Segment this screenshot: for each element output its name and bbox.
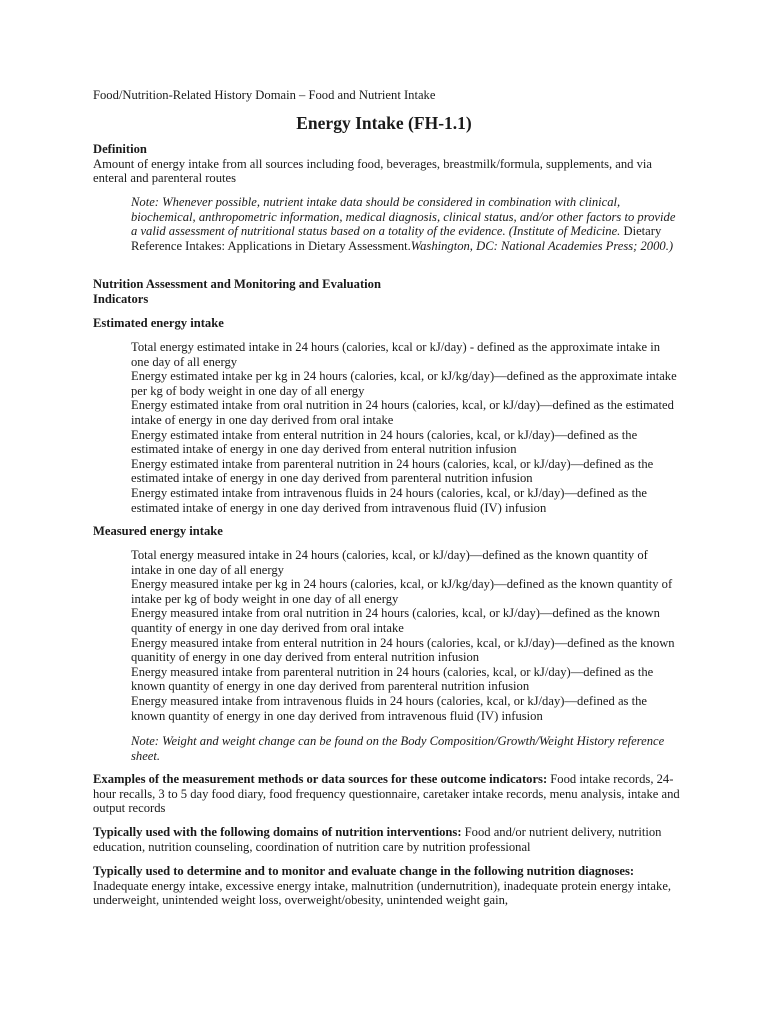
diagnoses-label: Typically used to determine and to monitor and evaluate change in the following nutrition diagnoses: <box>93 864 635 878</box>
interventions-paragraph <box>93 825 683 854</box>
evidence-note-upright: Dietary Reference Intakes: Applications in Dietary Assessment. <box>131 224 662 253</box>
list-item: Energy estimated intake per kg in 24 hours (calories, kcal, or kJ/kg/day)—defined as the approximate intake per kg of body weight in one day of all energy <box>131 369 677 398</box>
examples-paragraph <box>93 772 683 816</box>
indicators-heading-line1: Nutrition Assessment and Monitoring and Evaluation <box>93 277 381 291</box>
indicators-heading <box>93 277 683 306</box>
examples-label: Examples of the measurement methods or data sources for these outcome indicators: <box>93 772 548 786</box>
evidence-note-italic-a: Note: Whenever possible, nutrient intake data should be considered in combination with clinical, biochemical, anthropometric information, medical diagnosis, clinical status, and/or other factors to provide a valid assessment of nutritional status based on a totality of the evidence. (Institute of Medicine. <box>131 195 676 239</box>
definition-text: Amount of energy intake from all sources including food, beverages, breastmilk/formula, supplements, and via enteral and parenteral routes <box>93 156 652 186</box>
list-item: Energy measured intake from parenteral nutrition in 24 hours (calories, kcal, or kJ/day)—defined as the known quantity of energy in one day derived from parenteral nutrition infusion <box>131 664 654 694</box>
list-item: Energy estimated intake from parenteral nutrition in 24 hours (calories, kcal, or kJ/day)—defined as the estimated intake of energy in one day derived from parenteral nutrition infusion <box>131 456 654 486</box>
definition-section <box>93 142 683 186</box>
indicators-heading-line2: Indicators <box>93 291 149 306</box>
weight-note: Note: Weight and weight change can be found on the Body Composition/Growth/Weight History reference sheet. <box>131 734 665 763</box>
list-item: Energy estimated intake from intravenous fluids in 24 hours (calories, kcal, or kJ/day)—defined as the estimated intake of energy in one day derived from intravenous fluid (IV) infusion <box>131 485 647 515</box>
list-item: Energy estimated intake from enteral nutrition in 24 hours (calories, kcal, or kJ/day)—defined as the estimated intake of energy in one day derived from enteral nutrition infusion <box>131 427 638 457</box>
measured-heading: Measured energy intake <box>93 524 223 538</box>
list-item: Total energy measured intake in 24 hours (calories, kcal, or kJ/day)—defined as the known quantity of intake in one day of all energy <box>131 548 648 577</box>
list-item: Energy measured intake per kg in 24 hours (calories, kcal, or kJ/kg/day)—defined as the known quantity of intake per kg of body weight in one day of all energy <box>131 577 673 606</box>
diagnoses-text: Inadequate energy intake, excessive energy intake, malnutrition (undernutrition), inadequate protein energy intake, underweight, unintended weight loss, overweight/obesity, unintended weight gain, <box>93 878 672 908</box>
domain-header: Food/Nutrition-Related History Domain – Food and Nutrient Intake <box>93 88 436 102</box>
interventions-text: Food and/or nutrient delivery, nutrition education, nutrition counseling, coordination of nutrition care by nutrition professional <box>93 825 662 854</box>
interventions-label: Typically used with the following domains of nutrition interventions: <box>93 825 462 839</box>
examples-text: Food intake records, 24-hour recalls, 3 to 5 day food diary, food frequency questionnaire, caretaker intake records, menu analysis, intake and output records <box>93 772 680 816</box>
estimated-list <box>131 340 679 515</box>
evidence-note-italic-b: Washington, DC: National Academies Press; 2000.) <box>410 238 674 253</box>
estimated-heading: Estimated energy intake <box>93 316 224 330</box>
list-item: Energy measured intake from intravenous fluids in 24 hours (calories, kcal, or kJ/day)—defined as the known quantity of energy in one day derived from intravenous fluid (IV) infusion <box>131 693 647 723</box>
list-item: Total energy estimated intake in 24 hours (calories, kcal or kJ/day) - defined as the approximate intake in one day of all energy <box>131 340 661 369</box>
page-title: Energy Intake (FH-1.1) <box>296 113 472 133</box>
list-item: Energy measured intake from enteral nutrition in 24 hours (calories, kcal, or kJ/day)—defined as the known quanitity of energy in one day derived from enteral nutrition infusion <box>131 635 675 665</box>
measured-list <box>131 548 679 723</box>
definition-heading: Definition <box>93 142 147 156</box>
evidence-note <box>131 195 676 253</box>
diagnoses-paragraph <box>93 864 683 908</box>
list-item: Energy estimated intake from oral nutrition in 24 hours (calories, kcal, or kJ/day)—defined as the estimated intake of energy in one day derived from oral intake <box>131 398 674 427</box>
list-item: Energy measured intake from oral nutrition in 24 hours (calories, kcal, or kJ/day)—defined as the known quantity of energy in one day derived from oral intake <box>131 606 660 635</box>
